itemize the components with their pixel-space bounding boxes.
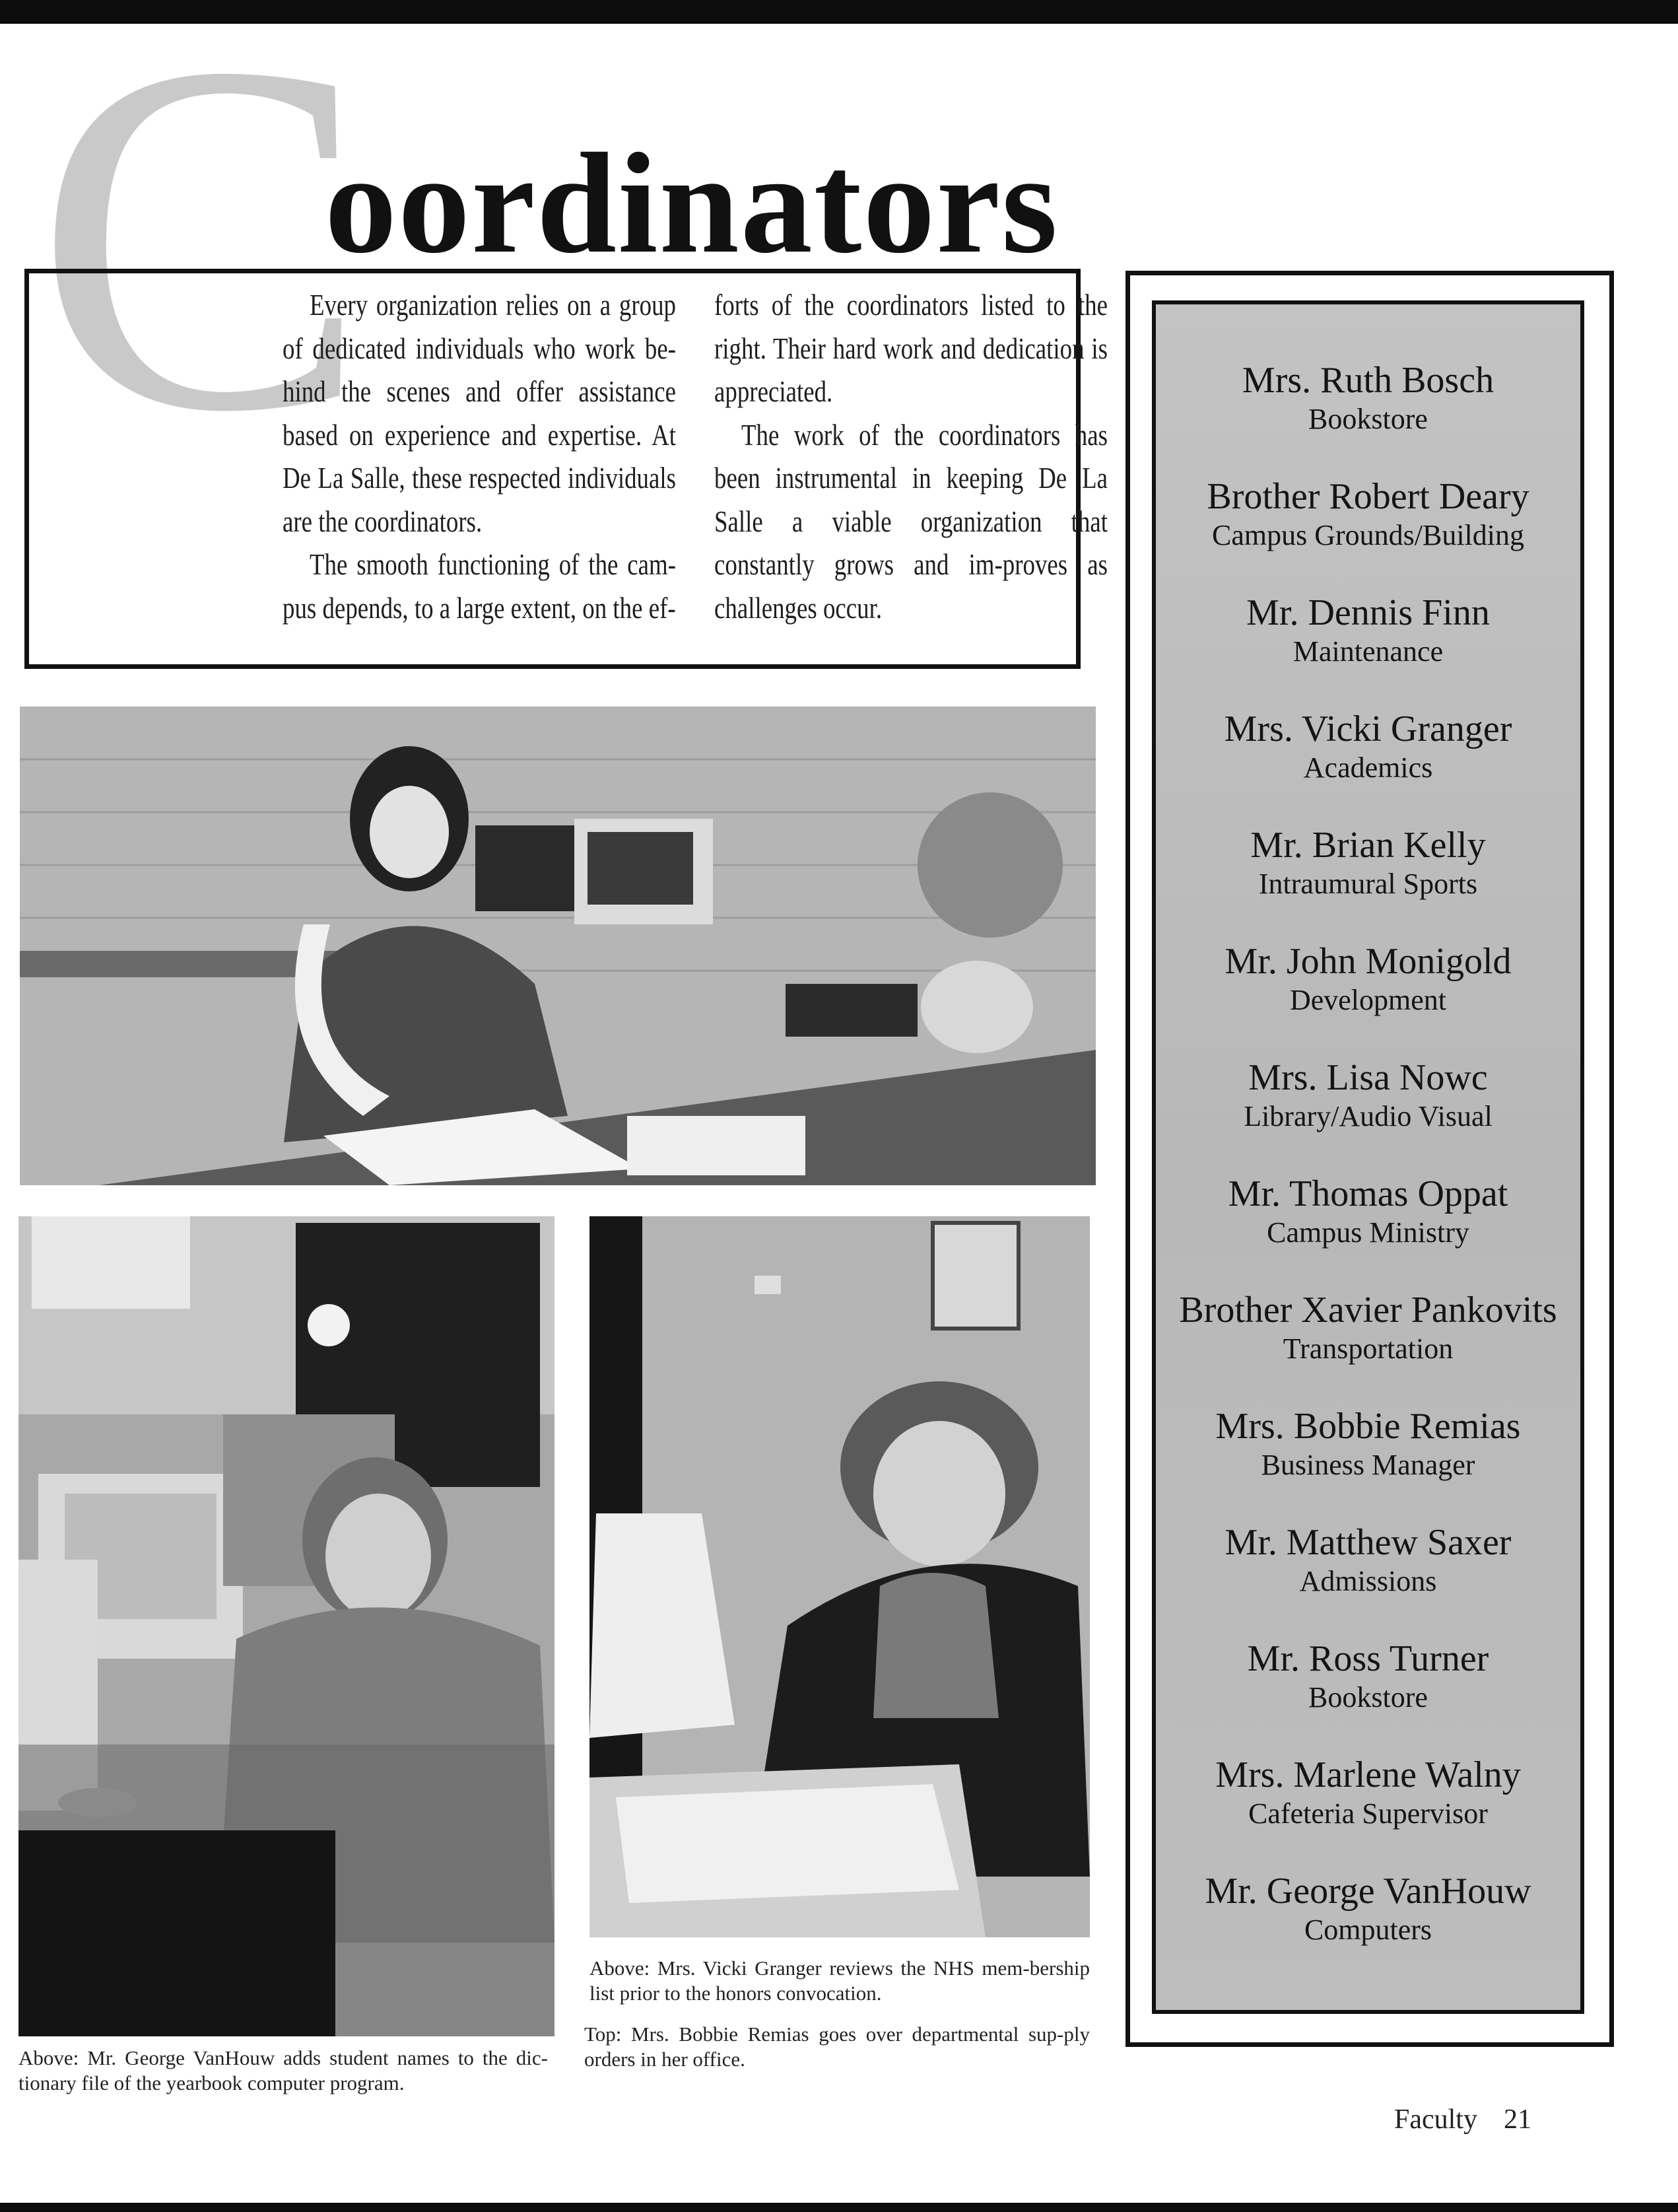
coordinator-entry [1152, 1056, 1584, 1134]
coordinator-name: Mr. Brian Kelly [1250, 825, 1486, 866]
coordinator-entry [1152, 592, 1584, 670]
intro-column-left [283, 284, 676, 630]
coordinator-entry [1152, 940, 1584, 1018]
coordinator-role: Business Manager [1261, 1449, 1475, 1481]
coordinator-role: Bookstore [1308, 403, 1428, 435]
coordinator-name: Brother Xavier Pankovits [1179, 1290, 1557, 1331]
photo-lamp-desk [589, 1216, 1090, 1937]
coordinator-entry [1152, 1754, 1584, 1832]
footer-section-label: Faculty [1394, 2104, 1477, 2135]
coordinator-role: Development [1289, 984, 1447, 1016]
coordinator-name: Mr. Matthew Saxer [1225, 1522, 1512, 1563]
coordinator-entry [1152, 1173, 1584, 1251]
coordinator-role: Admissions [1299, 1565, 1437, 1597]
intro-paragraph-3: forts of the coordinators listed to the right. Their hard work and dedication is appreciated. [714, 289, 1108, 408]
coordinator-entry [1152, 1638, 1584, 1715]
drop-cap-letter: C [34, 0, 369, 515]
caption-bobbie-remias: Top: Mrs. Bobbie Remias goes over departmental sup-ply orders in her office. [584, 2022, 1090, 2071]
coordinator-name: Mrs. Vicki Granger [1224, 709, 1512, 749]
page-footer [1394, 2104, 1531, 2135]
coordinator-role: Transportation [1283, 1332, 1454, 1365]
coordinator-name: Mrs. Marlene Walny [1215, 1754, 1521, 1795]
coordinator-role: Library/Audio Visual [1244, 1100, 1493, 1132]
coordinator-role: Cafeteria Supervisor [1248, 1797, 1488, 1830]
coordinator-entry [1152, 1405, 1584, 1483]
page-title: oordinators [325, 124, 1059, 283]
intro-column-right [714, 284, 1108, 630]
coordinator-role: Academics [1303, 751, 1433, 784]
intro-paragraph-4: The work of the coordinators has been instrumental in keeping De La Salle a viable organization that constantly grows and im-proves as challenges occur. [714, 418, 1108, 625]
coordinator-name: Mrs. Lisa Nowc [1248, 1057, 1488, 1098]
coordinator-role: Maintenance [1292, 635, 1444, 668]
coordinator-name: Mrs. Bobbie Remias [1215, 1406, 1521, 1447]
intro-paragraph-1: Every organization relies on a group of dedicated individuals who work be-hind the scenes and offer assistance based on experience and expertise. At De La Salle, these respected individuals are the coordinators. [283, 289, 676, 538]
coordinator-entry [1152, 1289, 1584, 1367]
coordinator-name: Mrs. Ruth Bosch [1242, 360, 1494, 401]
coordinator-entry [1152, 824, 1584, 902]
coordinator-entry [1152, 1870, 1584, 1948]
coordinator-name: Mr. Ross Turner [1247, 1638, 1489, 1679]
coordinator-name: Brother Robert Deary [1207, 476, 1529, 517]
coordinator-name: Mr. George VanHouw [1205, 1871, 1531, 1912]
coordinator-role: Bookstore [1308, 1681, 1428, 1713]
coordinator-role: Intraumural Sports [1258, 868, 1478, 900]
page-number: 21 [1503, 2104, 1531, 2135]
coordinator-entry [1152, 1521, 1584, 1599]
coordinator-entry [1152, 359, 1584, 437]
coordinator-name: Mr. Dennis Finn [1246, 592, 1490, 633]
bottom-edge [0, 2203, 1678, 2212]
caption-vicki-granger: Above: Mrs. Vicki Granger reviews the NHS mem-bership list prior to the honors convocation. [589, 1956, 1090, 2005]
coordinator-role: Campus Grounds/Building [1211, 519, 1525, 551]
coordinator-name: Mr. Thomas Oppat [1228, 1173, 1508, 1214]
photo-office-desk [20, 707, 1096, 1185]
caption-left-photo: Above: Mr. George VanHouw adds student names to the dic-tionary file of the yearbook computer program. [18, 2046, 548, 2094]
photo-computer-desk [18, 1216, 554, 2036]
coordinator-entry [1152, 475, 1584, 553]
coordinator-role: Computers [1304, 1914, 1432, 1946]
coordinator-role: Campus Ministry [1267, 1216, 1469, 1249]
coordinator-entry [1152, 708, 1584, 786]
intro-paragraph-2: The smooth functioning of the cam-pus depends, to a large extent, on the ef- [283, 548, 676, 625]
coordinator-name: Mr. John Monigold [1225, 941, 1512, 982]
